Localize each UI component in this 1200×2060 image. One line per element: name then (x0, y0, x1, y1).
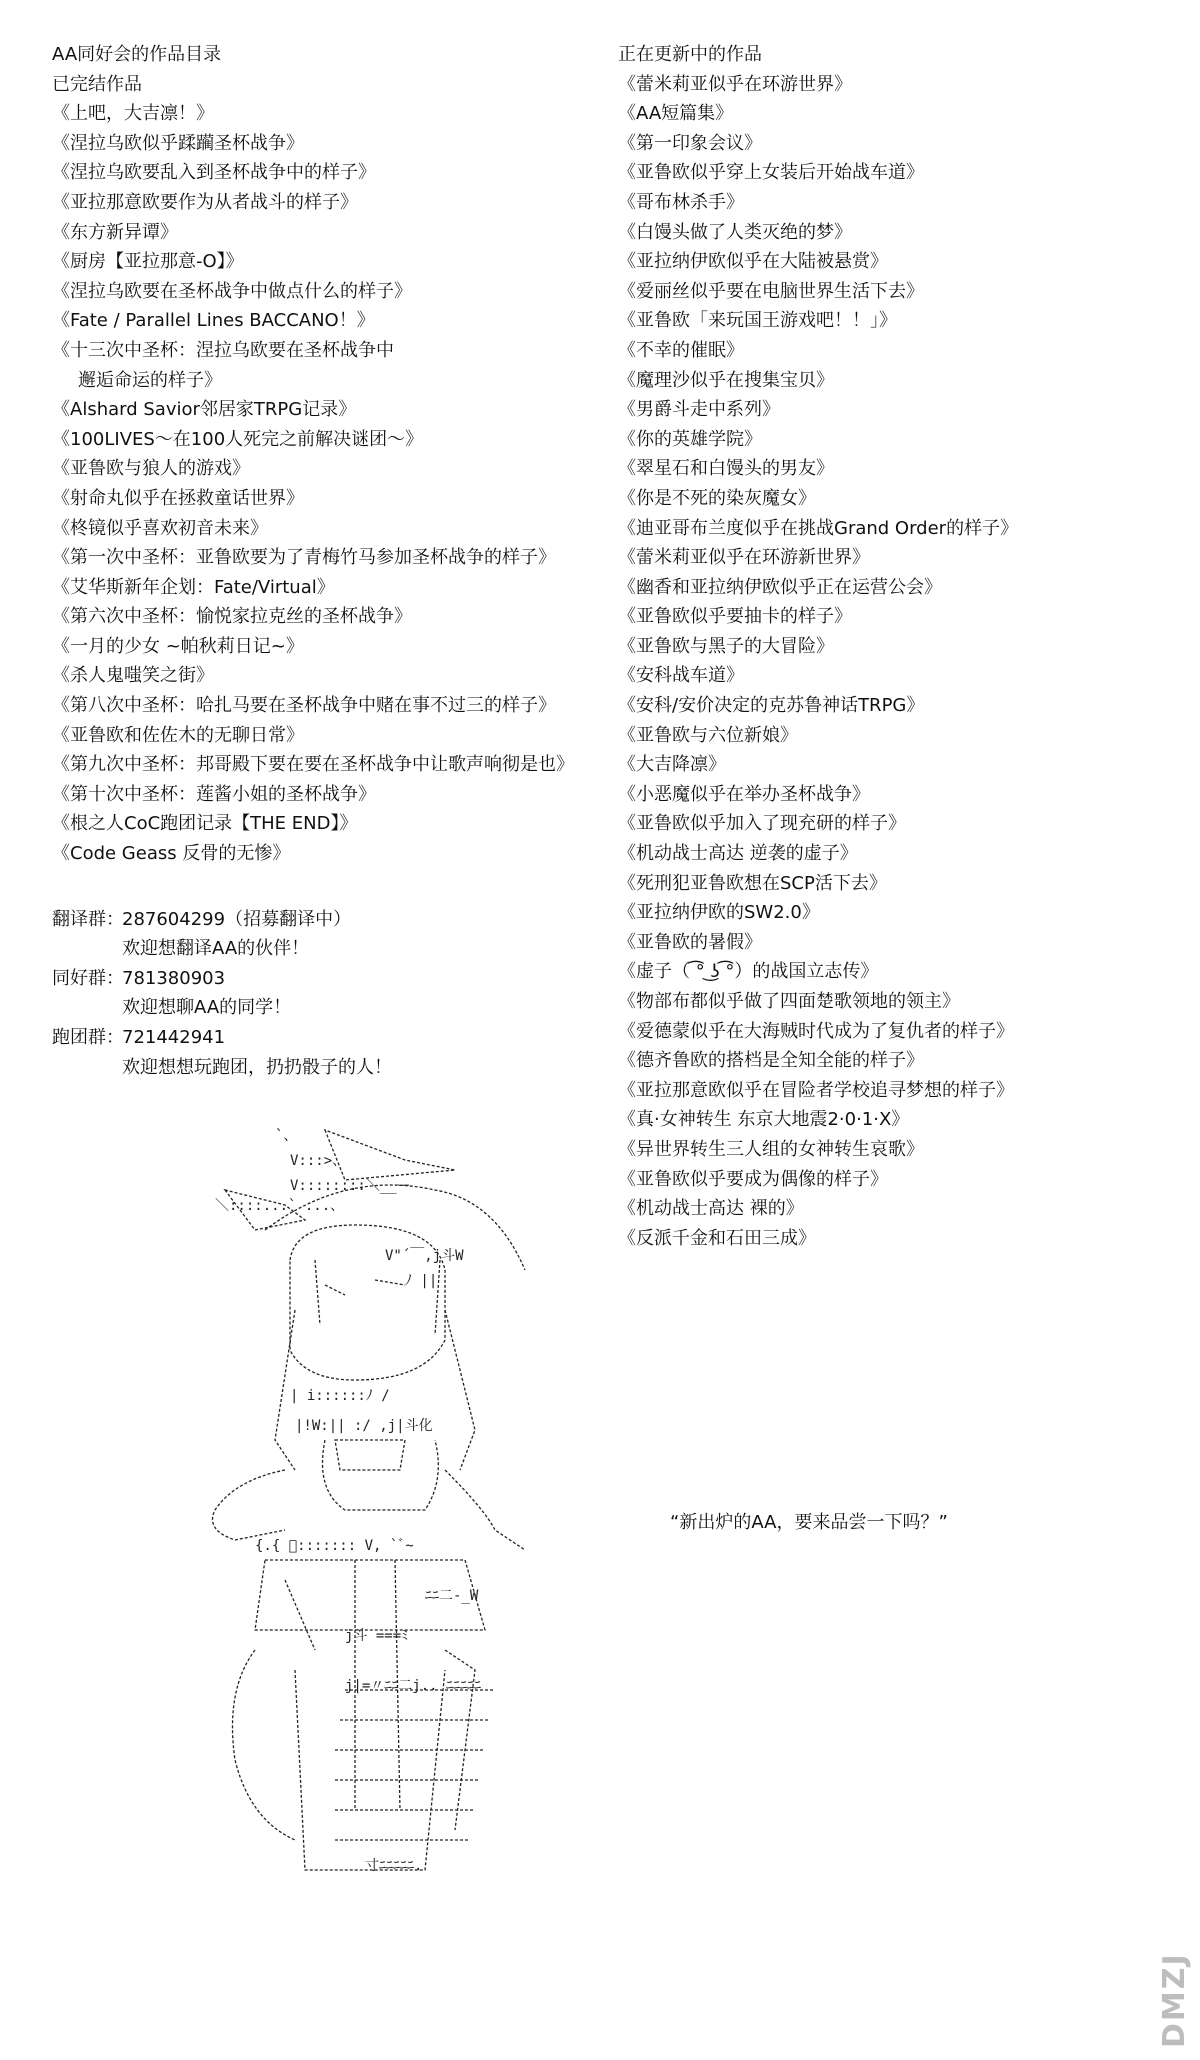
right-column (618, 40, 1018, 1253)
completed-work-item: 《十三次中圣杯：涅拉乌欧要在圣杯战争中 (52, 339, 394, 361)
contact-groups (52, 905, 574, 1083)
ongoing-work-item: 《亚鲁欧与六位新娘》 (618, 724, 798, 746)
ongoing-work-item: 《亚鲁欧似乎要成为偶像的样子》 (618, 1168, 888, 1190)
ongoing-work-item: 《AA短篇集》 (618, 103, 734, 125)
contact-group-number: 781380903 (122, 967, 226, 989)
completed-heading: 已完结作品 (52, 73, 142, 95)
contact-group-note: 欢迎想翻译AA的伙伴！ (122, 938, 310, 960)
contact-group-label: 翻译群： (52, 908, 124, 930)
contact-group-row (52, 964, 574, 994)
ongoing-work-item: 《小恶魔似乎在举办圣杯战争》 (618, 783, 870, 805)
ongoing-work-item: 《亚鲁欧似乎加入了现充研的样子》 (618, 813, 906, 835)
svg-text:＼::::...` ...、: ＼::::...` ...、 (215, 1198, 345, 1214)
ongoing-work-item: 《蕾米莉亚似乎在环游世界》 (618, 73, 852, 95)
completed-work-item: 《涅拉乌欧要在圣杯战争中做点什么的样子》 (52, 280, 412, 302)
contact-group-number: 287604299（招募翻译中） (122, 908, 352, 930)
ongoing-heading: 正在更新中的作品 (618, 44, 762, 65)
svg-text:{.{ ﾞ::::::: V, `ﾞ~: {.{ ﾞ::::::: V, `ﾞ~ (255, 1538, 414, 1554)
ongoing-work-item: 《哥布林杀手》 (618, 191, 744, 213)
ongoing-work-item: 《死刑犯亚鲁欧想在SCP活下去》 (618, 872, 887, 894)
ongoing-works-list (618, 70, 1018, 1254)
ongoing-work-item: 《亚拉纳伊欧的SW2.0》 (618, 902, 820, 924)
completed-work-item: 《艾华斯新年企划：Fate/Virtual》 (52, 576, 335, 598)
completed-work-item: 《第一次中圣杯：亚鲁欧要为了青梅竹马参加圣杯战争的样子》 (52, 547, 556, 569)
ongoing-work-item: 《翠星石和白馒头的男友》 (618, 458, 834, 480)
ongoing-work-item: 《亚鲁欧与黑子的大冒险》 (618, 635, 834, 657)
ongoing-work-item: 《爱德蒙似乎在大海贼时代成为了复仇者的样子》 (618, 1020, 1014, 1042)
completed-work-item: 《Alshard Savior邻居家TRPG记录》 (52, 399, 357, 421)
site-watermark-logo (1158, 1938, 1192, 2048)
completed-work-item: 《第八次中圣杯：哈扎马要在圣杯战争中赌在事不过三的样子》 (52, 695, 556, 717)
svg-text:V:::>、: V:::>、 (290, 1153, 347, 1169)
ongoing-work-item: 《大吉降凛》 (618, 754, 726, 776)
contact-group-row (52, 1023, 574, 1053)
svg-text:j斗 ===ﾐ: j斗 ===ﾐ (345, 1628, 409, 1644)
svg-text:ﾉ ||: ﾉ || (405, 1273, 438, 1289)
speech-caption: “新出炉的AA，要来品尝一下吗？” (670, 1512, 948, 1533)
completed-work-item: 《第九次中圣杯：邦哥殿下要在要在圣杯战争中让歌声响彻是也》 (52, 754, 574, 776)
completed-work-item: 《柊镜似乎喜欢初音未来》 (52, 517, 268, 539)
completed-work-item: 《杀人鬼嗤笑之街》 (52, 665, 214, 687)
contact-group-label: 同好群： (52, 967, 124, 989)
ongoing-work-item: 《反派千金和石田三成》 (618, 1227, 816, 1249)
completed-work-item: 《100LIVES～在100人死完之前解决谜团～》 (52, 428, 424, 450)
ongoing-work-item: 《幽香和亚拉纳伊欧似乎正在运营公会》 (618, 576, 942, 598)
ongoing-work-item: 《亚拉那意欧似乎在冒险者学校追寻梦想的样子》 (618, 1079, 1014, 1101)
completed-work-item: 《Fate / Parallel Lines BACCANO！》 (52, 310, 375, 332)
completed-work-item: 《上吧，大吉凛！》 (52, 103, 214, 125)
svg-text:|!W:|| :/ ,j|斗化: |!W:|| :/ ,j|斗化 (295, 1418, 433, 1434)
contact-group-note: 欢迎想想玩跑团，扔扔骰子的人！ (122, 1056, 392, 1078)
left-column (52, 40, 574, 1082)
ongoing-work-item: 《迪亚哥布兰度似乎在挑战Grand Order的样子》 (618, 517, 1019, 539)
contact-group-note: 欢迎想聊AA的同学！ (122, 997, 292, 1019)
ongoing-work-item: 《第一印象会议》 (618, 132, 762, 154)
ongoing-work-item: 《蕾米莉亚似乎在环游新世界》 (618, 547, 870, 569)
completed-work-item: 《涅拉乌欧要乱入到圣杯战争中的样子》 (52, 162, 376, 184)
ongoing-work-item: 《机动战士高达 裸的》 (618, 1198, 804, 1220)
ongoing-work-item: 《德齐鲁欧的搭档是全知全能的样子》 (618, 1050, 924, 1072)
svg-text:V"´￣,j斗W: V"´￣,j斗W (385, 1248, 464, 1264)
ongoing-work-item: 《虚子（ ͡° ͜ʖ ͡°）的战国立志传》 (618, 961, 879, 983)
ongoing-work-item: 《异世界转生三人组的女神转生哀歌》 (618, 1138, 924, 1160)
ongoing-work-item: 《男爵斗走中系列》 (618, 399, 780, 421)
ongoing-work-item: 《亚鲁欧似乎穿上女装后开始战车道》 (618, 162, 924, 184)
ongoing-work-item: 《真·女神转生 东京大地震2·0·1·X》 (618, 1109, 910, 1131)
ongoing-work-item: 《魔理沙似乎在搜集宝贝》 (618, 369, 834, 391)
ongoing-work-item: 《亚鲁欧「来玩国王游戏吧！！」》 (618, 310, 897, 332)
watermark-text: DMZJ (1157, 1952, 1192, 2048)
completed-work-item: 《亚鲁欧与狼人的游戏》 (52, 458, 250, 480)
contact-group-row (52, 905, 574, 935)
ongoing-work-item: 《亚鲁欧的暑假》 (618, 931, 762, 953)
svg-text:V::::::::＼__ー: V::::::::＼__ー (290, 1178, 411, 1194)
completed-work-item: 《一月的少女 ~帕秋莉日记~》 (52, 635, 304, 657)
svg-text:ﾆﾆ二-_W: ﾆﾆ二-_W (425, 1588, 479, 1604)
svg-text:寸ﾆﾆﾆﾆﾆ.: 寸ﾆﾆﾆﾆﾆ. (365, 1858, 423, 1874)
ongoing-work-item: 《机动战士高达 逆袭的虚子》 (618, 843, 858, 865)
completed-work-item: 《涅拉乌欧似乎蹂躏圣杯战争》 (52, 132, 304, 154)
completed-work-item: 邂逅命运的样子》 (78, 369, 222, 391)
completed-work-item: 《Code Geass 反骨的无惨》 (52, 843, 291, 865)
completed-work-item: 《亚鲁欧和佐佐木的无聊日常》 (52, 724, 304, 746)
ongoing-work-item: 《你是不死的染灰魔女》 (618, 487, 816, 509)
ongoing-work-item: 《不幸的催眠》 (618, 339, 744, 361)
ongoing-work-item: 《白馒头做了人类灭绝的梦》 (618, 221, 852, 243)
ongoing-work-item: 《物部布都似乎做了四面楚歌领地的领主》 (618, 991, 960, 1012)
ongoing-work-item: 《安科/安价决定的克苏鲁神话TRPG》 (618, 695, 925, 717)
completed-work-item: 《第十次中圣杯：莲酱小姐的圣杯战争》 (52, 783, 376, 805)
ongoing-work-item: 《安科战车道》 (618, 665, 744, 687)
completed-work-item: 《第六次中圣杯：愉悦家拉克丝的圣杯战争》 (52, 606, 412, 628)
catalog-heading: AA同好会的作品目录 (52, 44, 222, 65)
completed-work-item: 《射命丸似乎在拯救童话世界》 (52, 487, 304, 509)
contact-group-number: 721442941 (122, 1027, 226, 1048)
ongoing-work-item: 《亚拉纳伊欧似乎在大陆被悬赏》 (618, 251, 888, 273)
completed-work-item: 《东方新异谭》 (52, 221, 178, 243)
svg-text:| i::::::ﾉ /: | i::::::ﾉ / (290, 1388, 390, 1404)
ascii-art-character-illustration (195, 1110, 595, 1900)
completed-work-item: 《根之人CoC跑团记录【THE END】》 (52, 813, 358, 835)
contact-group-label: 跑团群： (52, 1027, 124, 1048)
completed-works-list (52, 99, 574, 868)
completed-work-item: 《厨房【亚拉那意-O】》 (52, 251, 244, 273)
svg-text:j|=〃ﾆﾆ二j.. ﾆﾆﾆﾆﾆ: j|=〃ﾆﾆ二j.. ﾆﾆﾆﾆﾆ (345, 1678, 482, 1694)
ongoing-work-item: 《爱丽丝似乎要在电脑世界生活下去》 (618, 280, 924, 302)
svg-text:`、: `、 (275, 1128, 298, 1144)
ongoing-work-item: 《亚鲁欧似乎要抽卡的样子》 (618, 606, 852, 628)
completed-work-item: 《亚拉那意欧要作为从者战斗的样子》 (52, 191, 358, 213)
ongoing-work-item: 《你的英雄学院》 (618, 428, 762, 450)
